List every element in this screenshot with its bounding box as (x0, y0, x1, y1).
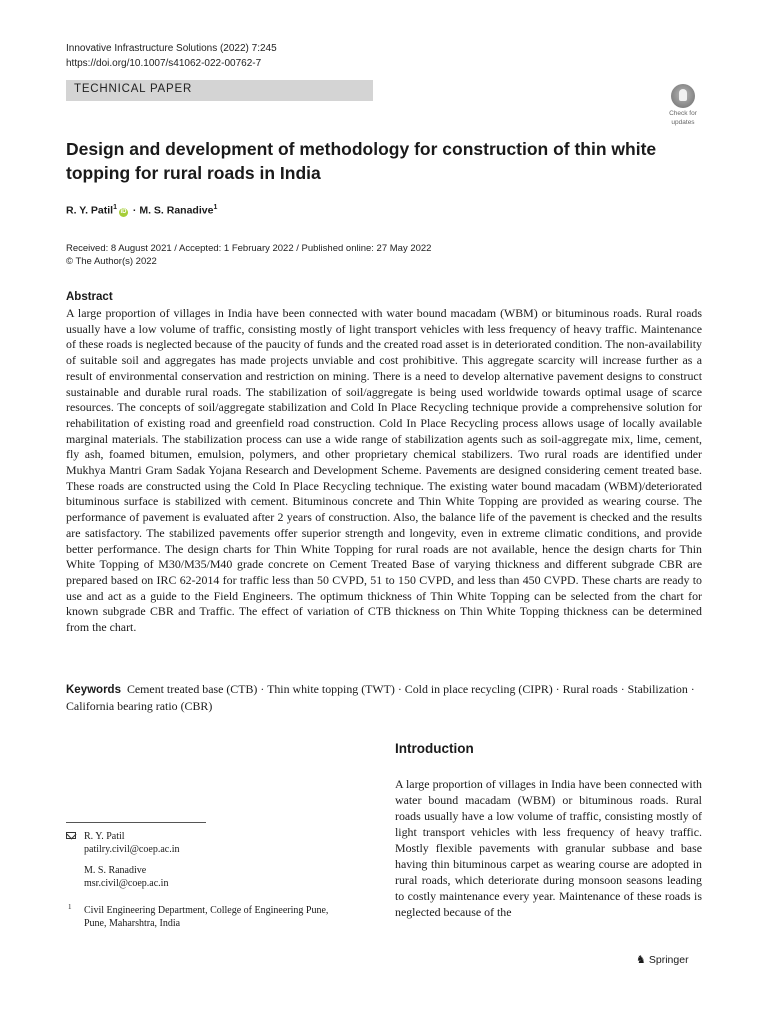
keywords-section (66, 681, 702, 714)
publication-dates (66, 242, 431, 268)
orcid-icon[interactable]: iD (120, 208, 127, 215)
author-2-affiliation-mark: 1 (213, 204, 218, 211)
journal-header (66, 41, 277, 71)
springer-horse-icon: ♞ (636, 954, 646, 966)
footnote-author-1-email[interactable]: patilry.civil@coep.ac.in (84, 844, 180, 855)
author-1-name[interactable]: R. Y. Patil (66, 204, 114, 217)
author-2-name[interactable]: M. S. Ranadive (139, 204, 214, 217)
publisher-name: Springer (648, 954, 689, 966)
affiliation-line-2: Pune, Maharshtra, India (84, 918, 181, 929)
footnote-author-2-name: M. S. Ranadive (84, 865, 147, 876)
check-for-updates-line1: Check for (669, 110, 697, 117)
footnote-divider (66, 822, 206, 823)
received-accepted-published: Received: 8 August 2021 / Accepted: 1 February 2022 / Published online: 27 May 2022 (66, 243, 432, 254)
paper-type-label: TECHNICAL PAPER (74, 83, 193, 95)
doi-link[interactable]: https://doi.org/10.1007/s41062-022-00762-7 (66, 58, 262, 69)
introduction-heading: Introduction (395, 741, 474, 756)
check-for-updates-badge[interactable] (664, 84, 702, 124)
footnote-author-1-name: R. Y. Patil (84, 831, 125, 842)
footnote-author-2-email[interactable]: msr.civil@coep.ac.in (84, 878, 169, 889)
keywords-heading: Keywords (66, 684, 121, 696)
paper-title: Design and development of methodology for construction of thin white topping for rural roads in India (66, 139, 657, 183)
affiliation-line-1: Civil Engineering Department, College of Engineering Pune, (84, 905, 329, 916)
keywords-text: Cement treated base (CTB) · Thin white topping (TWT) · Cold in place recycling (CIPR) · Rural roads · Stabilization · California bearing ratio (CBR) (66, 682, 695, 713)
check-for-updates-line2: updates (671, 119, 695, 126)
paper-type-banner (66, 80, 373, 101)
publisher-logo (636, 953, 689, 966)
author-separator: · (132, 204, 137, 217)
author-1-affiliation-mark: 1 (113, 204, 117, 211)
copyright-line: © The Author(s) 2022 (66, 256, 157, 267)
affiliation-footnote (84, 904, 328, 930)
abstract-text: A large proportion of villages in India have been connected with water bound macadam (WBM) or bituminous roads. Rural roads usually have a low volume of traffic, consisting mostly of light transport vehicles with less frequency of heavy traffic. Maintenance of these roads is neglected because of the paucity of funds and the created road asset is in deteriorated condition. The non-availability of suitable soil and aggregates has made projects unviable and cost prohibitive. This aggregate scarcity will increase further as a result of environmental conservation and restriction on mining. There is a need to develop alternative pavement designs to construct sustainable and durable rural roads. The stabilization of soil/aggregate is being used worldwide towards optimal usage of scarce resources. The concepts of soil/aggregate stabilization and Cold In Place Recycling technique provide a comprehensive solution for rehabilitation of existing road and greenfield road construction. Cold In Place Recycling process allows usage of locally available marginal materials. The stabilization process can use a wide range of stabilization agents such as soil-aggregate mix, lime, cement, fly ash, foamed bitumen, emulsion, polymers, and other proprietary chemical stabilizers. Two rural roads are identified under Mukhya Mantri Gram Sadak Yojana Research and Development Scheme. Pavements are designed considering cement treated base. These roads are constructed using the Cold In Place Recycling technique. The existing water bound macadam (WBM)/deteriorated bituminous surface is stabilized with cement. Bituminous concrete and Thin White Topping are provided as wearing course. The performance of pavement is evaluated after 2 years of construction. Also, the balance life of the pavement is checked and the results are satisfactory. The stabilized pavements offer superior strength and longevity, even in extreme climatic conditions, and provide better performance. The design charts for Thin White Topping for rural roads are not available, hence the design charts for Thin White Topping of M30/M35/M40 grade concrete on Cement Treated Base of varying thickness and different subgrade CBR are prepared based on IRC 62-2014 for traffic less than 50 CVPD, 51 to 150 CVPD, and less than 450 CVPD. These charts are ready to use and act as a guide to the Field Engineers. The optimum thickness of Thin White Topping can be selected from the chart for known subgrade CBR and Traffic. The effect of variation of CTB thickness on Thin White Topping thickness can be determined from the chart. (66, 306, 702, 635)
corresponding-authors (84, 830, 179, 890)
affiliation-footnote-mark: 1 (68, 903, 72, 911)
envelope-icon (66, 832, 76, 839)
check-for-updates-icon (671, 84, 695, 108)
author-list (66, 204, 217, 217)
journal-citation: Innovative Infrastructure Solutions (2022) 7:245 (66, 43, 277, 54)
introduction-text: A large proportion of villages in India have been connected with water bound macadam (WBM) or bituminous roads. Rural roads usually have a low volume of traffic, consisting mostly of light transport vehicles with less frequency of heavy traffic. Mostly flexible pavements with granular subbase and base having thin bituminous carpet as wearing course are adopted in rural roads, which deteriorate during monsoon seasons leading to costly maintenance every year. Maintenance of these roads is neglected because of the (395, 777, 702, 919)
abstract-heading: Abstract (66, 291, 113, 303)
